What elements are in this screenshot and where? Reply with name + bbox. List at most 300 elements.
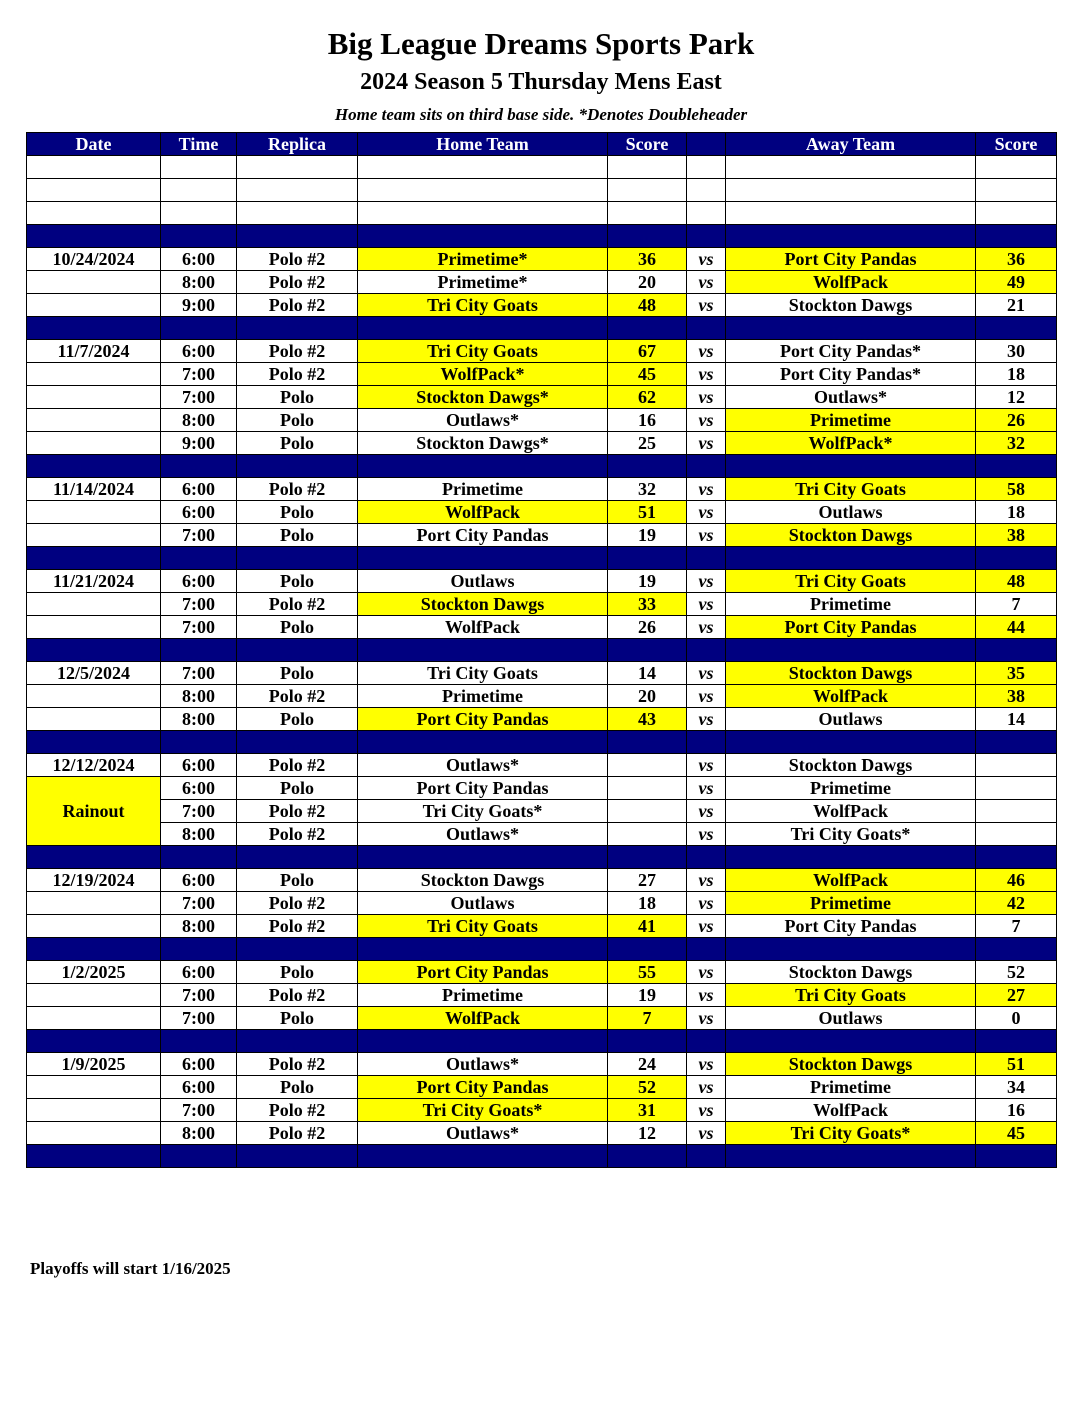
empty-cell (237, 1030, 358, 1053)
empty-cell (358, 179, 608, 202)
schedule-note: Home team sits on third base side. *Denotes Doubleheader (334, 105, 748, 124)
vs-label: vs (687, 340, 726, 363)
vs-label: vs (687, 248, 726, 271)
home-team: Outlaws* (358, 823, 608, 846)
home-team: Stockton Dawgs (358, 593, 608, 616)
home-team: Tri City Goats (358, 340, 608, 363)
empty-cell (726, 455, 976, 478)
home-team: WolfPack* (358, 363, 608, 386)
away-team: Primetime (726, 892, 976, 915)
empty-cell (687, 639, 726, 662)
game-row (27, 823, 1057, 846)
week-separator (27, 225, 1057, 248)
game-date (27, 892, 161, 915)
game-row (27, 984, 1057, 1007)
home-score: 41 (608, 915, 687, 938)
schedule-table (26, 132, 1057, 1168)
empty-cell (237, 846, 358, 869)
game-row (27, 363, 1057, 386)
empty-cell (27, 179, 161, 202)
empty-cell (726, 846, 976, 869)
home-team: Tri City Goats (358, 662, 608, 685)
game-row (27, 915, 1057, 938)
game-time: 7:00 (161, 662, 237, 685)
empty-cell (726, 179, 976, 202)
empty-cell (976, 179, 1057, 202)
empty-cell (726, 938, 976, 961)
empty-cell (976, 1030, 1057, 1053)
home-score: 7 (608, 1007, 687, 1030)
empty-cell (608, 1145, 687, 1168)
home-score: 48 (608, 294, 687, 317)
empty-cell (237, 639, 358, 662)
away-score: 18 (976, 501, 1057, 524)
empty-cell (608, 156, 687, 179)
game-time: 6:00 (161, 478, 237, 501)
vs-label: vs (687, 1007, 726, 1030)
game-time: 8:00 (161, 915, 237, 938)
vs-label: vs (687, 409, 726, 432)
home-score: 36 (608, 248, 687, 271)
home-team: Tri City Goats* (358, 1099, 608, 1122)
game-row (27, 501, 1057, 524)
away-score: 38 (976, 524, 1057, 547)
game-date: 11/14/2024 (27, 478, 161, 501)
game-row (27, 892, 1057, 915)
home-score: 32 (608, 478, 687, 501)
away-score: 12 (976, 386, 1057, 409)
empty-cell (726, 547, 976, 570)
playoffs-note: Playoffs will start 1/16/2025 (30, 1259, 231, 1278)
empty-cell (161, 731, 237, 754)
empty-cell (976, 1145, 1057, 1168)
game-row (27, 1076, 1057, 1099)
vs-label: vs (687, 915, 726, 938)
game-row (27, 593, 1057, 616)
away-score (976, 754, 1057, 777)
empty-cell (358, 156, 608, 179)
empty-cell (237, 938, 358, 961)
blank-row (27, 179, 1057, 202)
game-time: 9:00 (161, 432, 237, 455)
game-time: 8:00 (161, 685, 237, 708)
game-row (27, 961, 1057, 984)
game-row (27, 662, 1057, 685)
game-time: 8:00 (161, 708, 237, 731)
away-team: Stockton Dawgs (726, 662, 976, 685)
col-header-home-score: Score (608, 133, 687, 156)
vs-label: vs (687, 961, 726, 984)
game-row (27, 754, 1057, 777)
empty-cell (358, 202, 608, 225)
game-date: 11/7/2024 (27, 340, 161, 363)
game-field: Polo #2 (237, 685, 358, 708)
game-time: 8:00 (161, 271, 237, 294)
home-team: Outlaws* (358, 1122, 608, 1145)
vs-label: vs (687, 501, 726, 524)
empty-cell (726, 731, 976, 754)
away-team: WolfPack (726, 800, 976, 823)
week-separator (27, 1145, 1057, 1168)
game-date: 1/2/2025 (27, 961, 161, 984)
home-score: 43 (608, 708, 687, 731)
away-score: 0 (976, 1007, 1057, 1030)
week-separator (27, 455, 1057, 478)
col-header-time: Time (161, 133, 237, 156)
home-team: Tri City Goats (358, 294, 608, 317)
home-team: Port City Pandas (358, 524, 608, 547)
away-team: Stockton Dawgs (726, 1053, 976, 1076)
game-field: Polo (237, 1007, 358, 1030)
away-score (976, 777, 1057, 800)
empty-cell (687, 179, 726, 202)
home-team: Primetime (358, 478, 608, 501)
empty-cell (237, 202, 358, 225)
game-time: 7:00 (161, 1007, 237, 1030)
game-date (27, 1099, 161, 1122)
game-date (27, 915, 161, 938)
vs-label: vs (687, 1099, 726, 1122)
home-score (608, 777, 687, 800)
game-field: Polo #2 (237, 1053, 358, 1076)
home-team: Stockton Dawgs* (358, 432, 608, 455)
game-time: 6:00 (161, 248, 237, 271)
away-score: 16 (976, 1099, 1057, 1122)
game-time: 7:00 (161, 1099, 237, 1122)
home-team: Tri City Goats* (358, 800, 608, 823)
game-time: 7:00 (161, 524, 237, 547)
empty-cell (976, 455, 1057, 478)
vs-label: vs (687, 754, 726, 777)
week-separator (27, 846, 1057, 869)
empty-cell (27, 547, 161, 570)
game-date: 12/12/2024 (27, 754, 161, 777)
game-field: Polo (237, 386, 358, 409)
home-score: 16 (608, 409, 687, 432)
empty-cell (687, 317, 726, 340)
vs-label: vs (687, 363, 726, 386)
home-score: 20 (608, 271, 687, 294)
away-team: Port City Pandas* (726, 363, 976, 386)
empty-cell (27, 1145, 161, 1168)
game-row (27, 1053, 1057, 1076)
empty-cell (358, 317, 608, 340)
game-field: Polo (237, 662, 358, 685)
vs-label: vs (687, 800, 726, 823)
empty-cell (608, 317, 687, 340)
empty-cell (976, 317, 1057, 340)
empty-cell (161, 938, 237, 961)
empty-cell (358, 639, 608, 662)
week-separator (27, 639, 1057, 662)
game-date (27, 616, 161, 639)
vs-label: vs (687, 1053, 726, 1076)
away-score: 21 (976, 294, 1057, 317)
home-team: Stockton Dawgs (358, 869, 608, 892)
game-date (27, 1076, 161, 1099)
vs-label: vs (687, 1122, 726, 1145)
home-team: Port City Pandas (358, 961, 608, 984)
empty-cell (358, 455, 608, 478)
empty-cell (161, 179, 237, 202)
home-score: 25 (608, 432, 687, 455)
empty-cell (687, 547, 726, 570)
empty-cell (161, 156, 237, 179)
away-team: Primetime (726, 593, 976, 616)
home-score: 67 (608, 340, 687, 363)
home-score (608, 800, 687, 823)
away-score: 30 (976, 340, 1057, 363)
away-team: WolfPack (726, 271, 976, 294)
empty-cell (726, 639, 976, 662)
week-separator (27, 731, 1057, 754)
away-team: Port City Pandas (726, 616, 976, 639)
vs-label: vs (687, 662, 726, 685)
game-date: 1/9/2025 (27, 1053, 161, 1076)
game-time: 6:00 (161, 961, 237, 984)
vs-label: vs (687, 386, 726, 409)
game-field: Polo #2 (237, 984, 358, 1007)
game-field: Polo #2 (237, 363, 358, 386)
home-team: Outlaws (358, 892, 608, 915)
empty-cell (358, 938, 608, 961)
game-row (27, 409, 1057, 432)
page-subtitle: 2024 Season 5 Thursday Mens East (360, 69, 722, 95)
empty-cell (726, 156, 976, 179)
empty-cell (358, 225, 608, 248)
away-team: Outlaws* (726, 386, 976, 409)
game-time: 7:00 (161, 616, 237, 639)
home-team: WolfPack (358, 616, 608, 639)
game-field: Polo #2 (237, 340, 358, 363)
home-team: Port City Pandas (358, 1076, 608, 1099)
empty-cell (358, 1030, 608, 1053)
game-row (27, 708, 1057, 731)
game-date (27, 363, 161, 386)
empty-cell (687, 156, 726, 179)
game-field: Polo (237, 777, 358, 800)
game-date (27, 708, 161, 731)
game-date (27, 984, 161, 1007)
game-date (27, 501, 161, 524)
game-row (27, 1099, 1057, 1122)
away-score: 14 (976, 708, 1057, 731)
game-time: 6:00 (161, 1053, 237, 1076)
away-team: WolfPack (726, 1099, 976, 1122)
home-team: WolfPack (358, 1007, 608, 1030)
game-field: Polo #2 (237, 593, 358, 616)
home-team: Outlaws* (358, 409, 608, 432)
home-team: Primetime* (358, 271, 608, 294)
game-field: Polo #2 (237, 915, 358, 938)
game-field: Polo (237, 409, 358, 432)
game-row (27, 340, 1057, 363)
blank-row (27, 156, 1057, 179)
empty-cell (161, 639, 237, 662)
empty-cell (237, 225, 358, 248)
away-score: 48 (976, 570, 1057, 593)
empty-cell (161, 1030, 237, 1053)
col-header-home-team: Home Team (358, 133, 608, 156)
game-time: 6:00 (161, 1076, 237, 1099)
empty-cell (161, 547, 237, 570)
game-row (27, 1122, 1057, 1145)
home-team: Outlaws (358, 570, 608, 593)
col-header-away-team: Away Team (726, 133, 976, 156)
game-date (27, 386, 161, 409)
game-date (27, 432, 161, 455)
game-field: Polo #2 (237, 800, 358, 823)
vs-label: vs (687, 271, 726, 294)
empty-cell (27, 156, 161, 179)
home-score: 45 (608, 363, 687, 386)
game-field: Polo (237, 524, 358, 547)
home-team: Primetime (358, 984, 608, 1007)
vs-label: vs (687, 570, 726, 593)
empty-cell (687, 938, 726, 961)
game-time: 8:00 (161, 1122, 237, 1145)
game-field: Polo (237, 1076, 358, 1099)
empty-cell (976, 156, 1057, 179)
table-header-row (27, 133, 1057, 156)
game-field: Polo (237, 432, 358, 455)
empty-cell (687, 455, 726, 478)
empty-cell (237, 156, 358, 179)
game-date: 12/5/2024 (27, 662, 161, 685)
game-field: Polo (237, 570, 358, 593)
schedule-body (27, 156, 1057, 1168)
away-team: Port City Pandas* (726, 340, 976, 363)
vs-label: vs (687, 593, 726, 616)
away-team: WolfPack* (726, 432, 976, 455)
game-row (27, 800, 1057, 823)
away-score: 51 (976, 1053, 1057, 1076)
empty-cell (608, 179, 687, 202)
home-score: 19 (608, 524, 687, 547)
vs-label: vs (687, 478, 726, 501)
vs-label: vs (687, 869, 726, 892)
game-date (27, 1007, 161, 1030)
empty-cell (608, 938, 687, 961)
game-date: 10/24/2024 (27, 248, 161, 271)
empty-cell (161, 455, 237, 478)
game-row (27, 271, 1057, 294)
away-score: 26 (976, 409, 1057, 432)
away-score: 52 (976, 961, 1057, 984)
empty-cell (237, 547, 358, 570)
col-header-replica: Replica (237, 133, 358, 156)
away-score: 18 (976, 363, 1057, 386)
away-score (976, 823, 1057, 846)
away-score: 45 (976, 1122, 1057, 1145)
game-time: 7:00 (161, 892, 237, 915)
blank-row (27, 202, 1057, 225)
game-time: 7:00 (161, 800, 237, 823)
home-score: 31 (608, 1099, 687, 1122)
empty-cell (608, 846, 687, 869)
away-score: 44 (976, 616, 1057, 639)
game-field: Polo #2 (237, 248, 358, 271)
game-field: Polo #2 (237, 754, 358, 777)
vs-label: vs (687, 432, 726, 455)
game-time: 7:00 (161, 593, 237, 616)
empty-cell (27, 1030, 161, 1053)
empty-cell (358, 1145, 608, 1168)
empty-cell (608, 639, 687, 662)
away-team: Tri City Goats (726, 984, 976, 1007)
game-field: Polo #2 (237, 294, 358, 317)
empty-cell (687, 1145, 726, 1168)
home-score: 51 (608, 501, 687, 524)
home-team: WolfPack (358, 501, 608, 524)
game-date (27, 1122, 161, 1145)
away-team: Tri City Goats (726, 570, 976, 593)
home-team: Primetime (358, 685, 608, 708)
home-score: 12 (608, 1122, 687, 1145)
away-team: Stockton Dawgs (726, 294, 976, 317)
home-score: 27 (608, 869, 687, 892)
away-score: 7 (976, 593, 1057, 616)
vs-label: vs (687, 616, 726, 639)
col-header-away-score: Score (976, 133, 1057, 156)
away-team: Primetime (726, 1076, 976, 1099)
game-field: Polo #2 (237, 1099, 358, 1122)
game-date: 12/19/2024 (27, 869, 161, 892)
game-time: 6:00 (161, 754, 237, 777)
home-score: 52 (608, 1076, 687, 1099)
home-score: 14 (608, 662, 687, 685)
away-score: 49 (976, 271, 1057, 294)
game-row (27, 685, 1057, 708)
game-row (27, 1007, 1057, 1030)
game-time: 6:00 (161, 340, 237, 363)
game-date (27, 294, 161, 317)
away-team: Stockton Dawgs (726, 961, 976, 984)
game-time: 7:00 (161, 984, 237, 1007)
vs-label: vs (687, 708, 726, 731)
week-separator (27, 317, 1057, 340)
empty-cell (687, 1030, 726, 1053)
home-team: Port City Pandas (358, 708, 608, 731)
home-score: 55 (608, 961, 687, 984)
home-score: 24 (608, 1053, 687, 1076)
home-score: 20 (608, 685, 687, 708)
away-team: Outlaws (726, 708, 976, 731)
game-field: Polo #2 (237, 823, 358, 846)
empty-cell (358, 731, 608, 754)
empty-cell (608, 731, 687, 754)
empty-cell (726, 1030, 976, 1053)
empty-cell (608, 225, 687, 248)
empty-cell (237, 455, 358, 478)
vs-label: vs (687, 685, 726, 708)
game-time: 9:00 (161, 294, 237, 317)
home-score: 33 (608, 593, 687, 616)
away-score: 35 (976, 662, 1057, 685)
vs-label: vs (687, 1076, 726, 1099)
empty-cell (27, 225, 161, 248)
game-time: 8:00 (161, 409, 237, 432)
game-field: Polo (237, 961, 358, 984)
game-field: Polo #2 (237, 892, 358, 915)
home-score: 19 (608, 570, 687, 593)
empty-cell (726, 317, 976, 340)
home-team: Primetime* (358, 248, 608, 271)
empty-cell (976, 225, 1057, 248)
game-date (27, 685, 161, 708)
vs-label: vs (687, 524, 726, 547)
game-time: 6:00 (161, 501, 237, 524)
